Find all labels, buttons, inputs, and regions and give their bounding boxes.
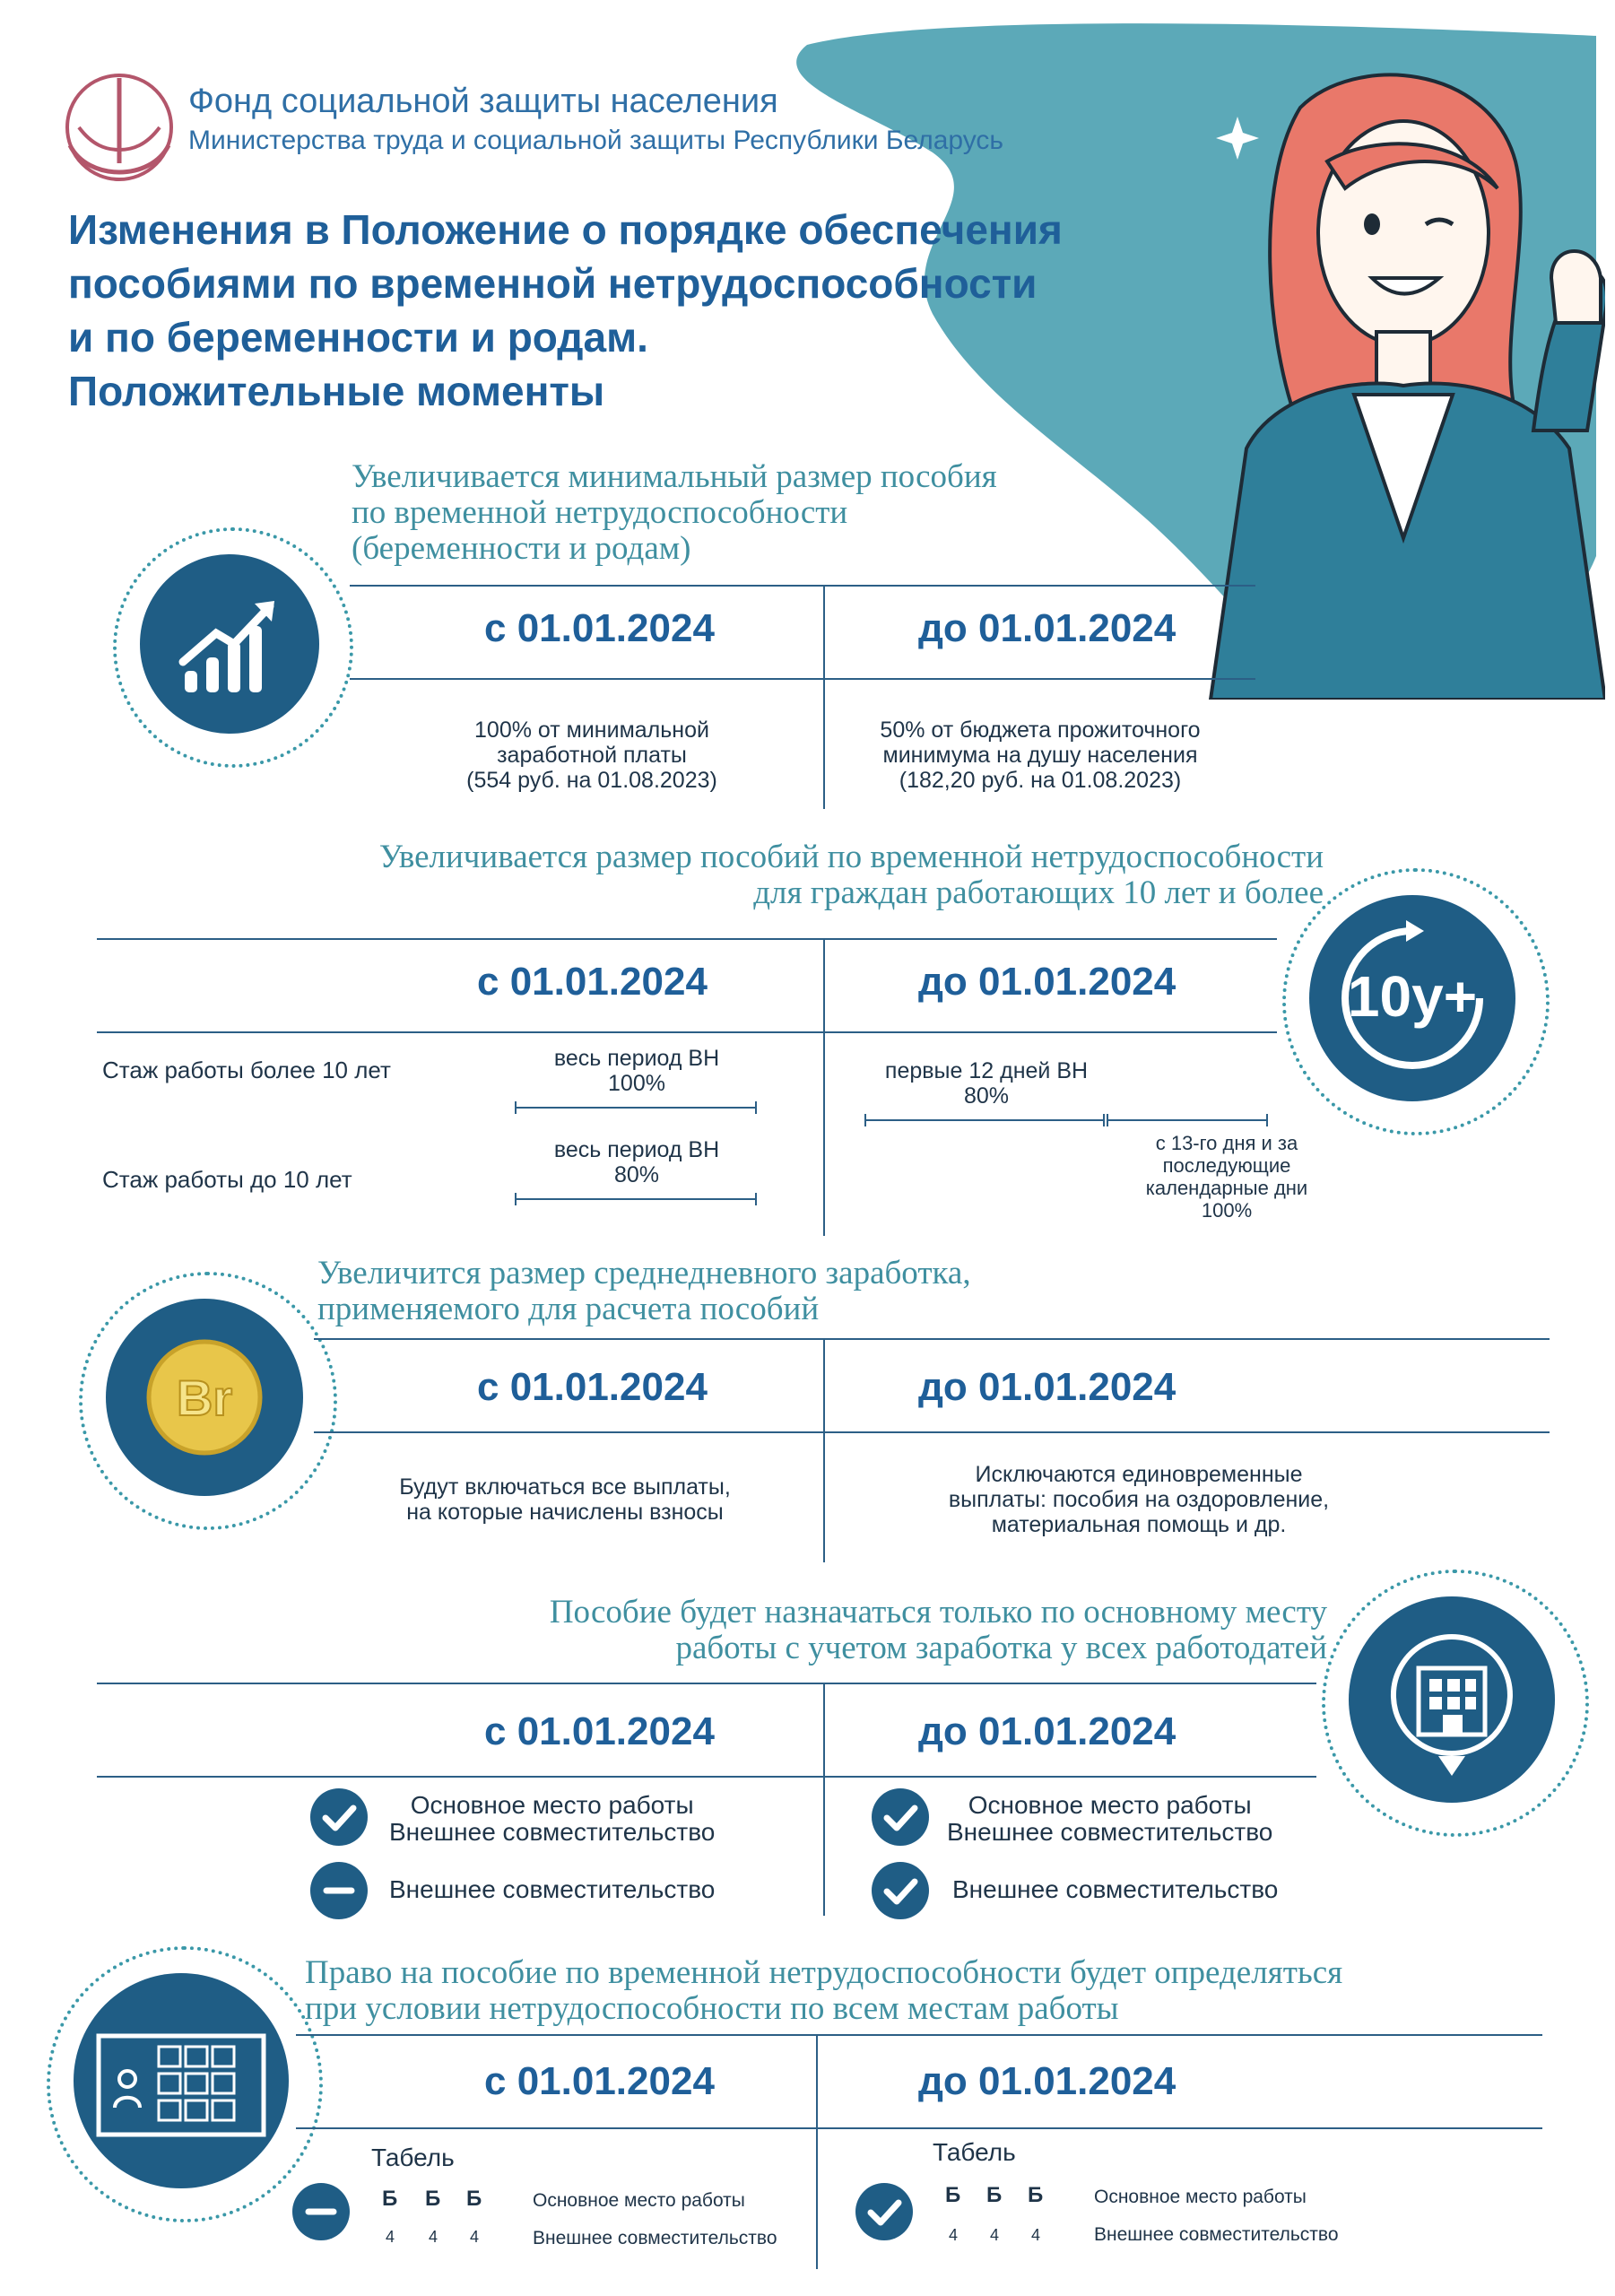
section3-until-header: до 01.01.2024 [918,1365,1177,1409]
tabel-num: 4 [990,2226,1000,2244]
page-title: Изменения в Положение о порядке обеспечения пособиями по временной нетрудоспособности и по беременности и родам. Положительные моменты [68,206,1063,414]
section3-heading: Увеличится размер среднедневного заработка, применяемого для расчета пособий [317,1255,971,1327]
section2-until-bar-b [1107,1119,1268,1121]
coin-icon [106,1299,303,1496]
section1-from-header: с 01.01.2024 [484,606,715,650]
minus-icon [292,2183,350,2240]
section1-heading: Увеличивается минимальный размер пособия по временной нетрудоспособности (беременности и родам) [352,458,997,567]
section5-until-row-main: Основное место работы [1094,2187,1307,2207]
section5-heading: Право на пособие по временной нетрудоспособности будет определяться при условии нетрудоспособности по всем местам работы [305,1954,1343,2027]
section4-from-header: с 01.01.2024 [484,1709,715,1753]
section4-from-item2: Внешнее совместительство [389,1875,716,1903]
section4-until-item2: Внешнее совместительство [952,1875,1279,1903]
section5-mid-rule [296,2127,1542,2129]
check-icon [872,1788,929,1846]
section2-until-bar-a [864,1119,1105,1121]
section4-from-item1: Основное место работы Внешнее совместительство [389,1791,716,1846]
tabel-num: 4 [949,2226,959,2244]
section2-divider [823,938,825,1236]
fund-logo-icon [52,65,187,190]
section3-until-value: Исключаются единовременные выплаты: пособия на оздоровление, материальная помощь и др. [948,1462,1330,1537]
section1-top-rule [350,585,1255,587]
section2-mid-rule [97,1031,1277,1033]
org-subtitle: Министерства труда и социальной защиты Республики Беларусь [188,126,1004,155]
tabel-glyph: Б [1028,2183,1044,2207]
section1-mid-rule [350,678,1255,680]
section3-divider [823,1338,825,1562]
section2-until-second: с 13-го дня и за последующие календарные дни 100% [1145,1132,1308,1222]
check-icon [872,1862,929,1919]
section3-from-value: Будут включаться все выплаты, на которые начислены взносы [399,1474,731,1525]
section5-until-header: до 01.01.2024 [918,2059,1177,2103]
section2-heading: Увеличивается размер пособий по временной нетрудоспособности для граждан работающих 10 лет и более [378,839,1324,911]
section3-top-rule [314,1338,1550,1340]
section1-from-value: 100% от минимальной заработной платы (554 руб. на 01.08.2023) [466,718,717,793]
section2-until-first: первые 12 дней ВН 80% [884,1058,1089,1109]
tabel-num: 4 [386,2228,395,2246]
tabel-glyph: Б [945,2183,961,2207]
section4-top-rule [97,1683,1316,1684]
section4-heading: Пособие будет назначаться только по основному месту работы с учетом заработка у всех работодатей [549,1594,1327,1666]
section1-divider [823,585,825,809]
svg-text:10y+: 10y+ [1347,964,1478,1029]
section2-from-row1-bar [515,1107,757,1109]
section2-from-header: с 01.01.2024 [477,960,708,1004]
tabel-num: 4 [1031,2226,1041,2244]
section2-from-row2: весь период ВН 80% [553,1137,720,1187]
org-name: Фонд социальной защиты населения [188,83,778,120]
section2-from-row1: весь период ВН 100% [553,1046,720,1096]
tabel-num: 4 [429,2228,438,2246]
section2-row2-label: Стаж работы до 10 лет [102,1166,352,1193]
timesheet-grid-icon [74,1973,289,2188]
growth-chart-icon [140,554,319,734]
tabel-glyph: Б [986,2183,1003,2207]
tabel-glyph: Б [466,2187,482,2211]
section2-until-header: до 01.01.2024 [918,960,1177,1004]
section4-until-item1: Основное место работы Внешнее совместительство [947,1791,1273,1846]
section5-until-tabel-label: Табель [933,2138,1016,2166]
section2-top-rule [97,938,1277,940]
check-icon [310,1788,368,1846]
section5-until-row-ext: Внешнее совместительство [1094,2224,1339,2245]
section5-from-row-main: Основное место работы [533,2190,745,2211]
section5-top-rule [296,2034,1542,2036]
section5-divider [816,2034,818,2269]
section4-until-header: до 01.01.2024 [918,1709,1177,1753]
check-icon [855,2183,913,2240]
section5-from-header: с 01.01.2024 [484,2059,715,2103]
svg-text:Br: Br [176,1370,233,1426]
tabel-glyph: Б [425,2187,441,2211]
section5-from-tabel-label: Табель [371,2144,455,2171]
section3-mid-rule [314,1431,1550,1433]
tabel-num: 4 [470,2228,480,2246]
section2-row1-label: Стаж работы более 10 лет [102,1057,391,1083]
section1-until-value: 50% от бюджета прожиточного минимума на душу населения (182,20 руб. на 01.08.2023) [880,718,1201,793]
minus-icon [310,1862,368,1919]
tabel-glyph: Б [382,2187,398,2211]
section3-from-header: с 01.01.2024 [477,1365,708,1409]
section4-divider [823,1683,825,1916]
section2-from-row2-bar [515,1198,757,1200]
woman-illustration [1193,54,1605,700]
section4-mid-rule [97,1776,1316,1778]
section5-from-row-ext: Внешнее совместительство [533,2228,777,2248]
ten-years-plus-icon [1309,895,1515,1101]
section1-until-header: до 01.01.2024 [918,606,1177,650]
office-building-icon [1349,1596,1555,1803]
